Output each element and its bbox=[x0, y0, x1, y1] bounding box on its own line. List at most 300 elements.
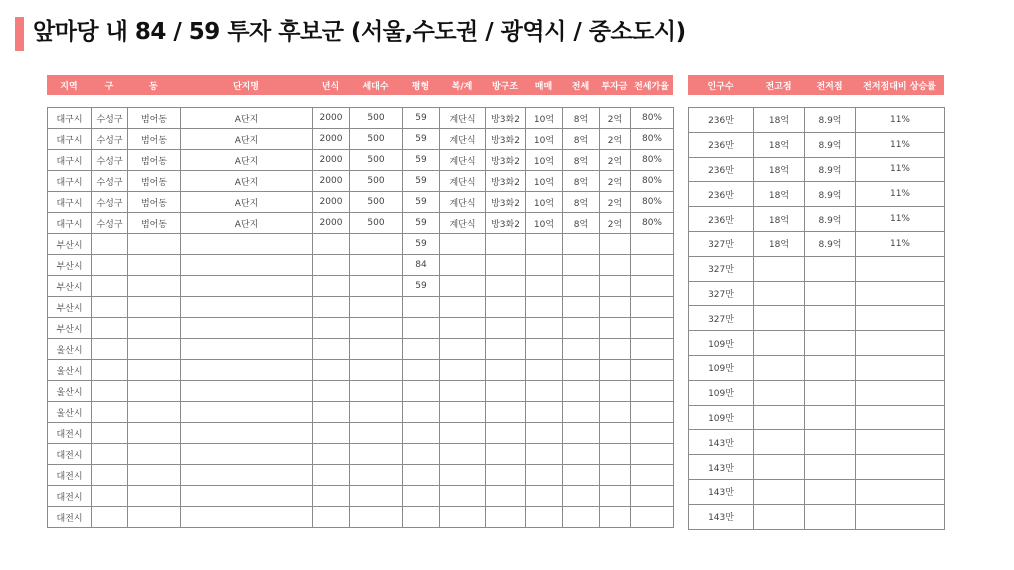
table-cell: 대구시 bbox=[48, 129, 92, 150]
table-cell bbox=[403, 507, 440, 528]
table-cell: 부산시 bbox=[48, 234, 92, 255]
table-cell bbox=[128, 402, 181, 423]
table-cell bbox=[486, 318, 526, 339]
table-row bbox=[48, 255, 674, 276]
table-cell: 2000 bbox=[313, 192, 350, 213]
table-cell: 8억 bbox=[563, 213, 600, 234]
table-cell: 2억 bbox=[600, 171, 631, 192]
table-cell: 236만 bbox=[689, 108, 754, 133]
table-cell: 11% bbox=[856, 207, 945, 232]
table-cell bbox=[440, 465, 486, 486]
table-cell bbox=[805, 331, 856, 356]
table-cell bbox=[754, 405, 805, 430]
table-cell bbox=[128, 297, 181, 318]
table-cell: 2000 bbox=[313, 213, 350, 234]
table-cell: 10억 bbox=[526, 213, 563, 234]
table-row bbox=[48, 381, 674, 402]
table-cell bbox=[92, 465, 128, 486]
table-cell: 500 bbox=[350, 108, 403, 129]
table-cell bbox=[181, 465, 313, 486]
table-cell bbox=[350, 255, 403, 276]
table-cell bbox=[128, 339, 181, 360]
table-cell: 울산시 bbox=[48, 339, 92, 360]
table-cell: 59 bbox=[403, 276, 440, 297]
table-cell bbox=[526, 297, 563, 318]
table-cell: 109만 bbox=[689, 405, 754, 430]
table-cell: 18억 bbox=[754, 182, 805, 207]
table-cell bbox=[92, 444, 128, 465]
table-cell bbox=[350, 486, 403, 507]
table-cell: A단지 bbox=[181, 192, 313, 213]
table-cell: 2억 bbox=[600, 150, 631, 171]
table-cell: 울산시 bbox=[48, 360, 92, 381]
table-row bbox=[48, 402, 674, 423]
table-cell bbox=[600, 381, 631, 402]
table-cell bbox=[631, 234, 674, 255]
table-cell bbox=[128, 360, 181, 381]
table-cell bbox=[526, 318, 563, 339]
table-cell bbox=[856, 256, 945, 281]
table-cell bbox=[486, 339, 526, 360]
column-header: 인구수 bbox=[688, 75, 753, 95]
table-cell bbox=[181, 360, 313, 381]
table-cell: 80% bbox=[631, 150, 674, 171]
table-cell bbox=[563, 360, 600, 381]
table-cell bbox=[92, 297, 128, 318]
table-cell bbox=[92, 360, 128, 381]
table-cell bbox=[805, 405, 856, 430]
table-cell: 2000 bbox=[313, 129, 350, 150]
table-cell: 8억 bbox=[563, 150, 600, 171]
table-cell bbox=[486, 255, 526, 276]
table-cell bbox=[563, 339, 600, 360]
table-cell bbox=[754, 455, 805, 480]
table-cell: 대전시 bbox=[48, 507, 92, 528]
column-header: 투자금 bbox=[599, 75, 630, 95]
table-cell bbox=[486, 507, 526, 528]
table-cell bbox=[856, 306, 945, 331]
table-cell bbox=[526, 444, 563, 465]
table-cell: 대구시 bbox=[48, 213, 92, 234]
table-cell bbox=[563, 444, 600, 465]
table-cell bbox=[600, 318, 631, 339]
table-cell: 대구시 bbox=[48, 108, 92, 129]
table-cell bbox=[631, 339, 674, 360]
table-cell bbox=[350, 444, 403, 465]
table-cell: 수성구 bbox=[92, 108, 128, 129]
table-cell bbox=[631, 465, 674, 486]
table-cell: 109만 bbox=[689, 355, 754, 380]
header-row bbox=[47, 75, 673, 95]
table-cell bbox=[486, 444, 526, 465]
table-cell bbox=[440, 507, 486, 528]
table-cell: 143만 bbox=[689, 430, 754, 455]
table-cell: 8억 bbox=[563, 108, 600, 129]
table-cell bbox=[440, 255, 486, 276]
table-cell bbox=[754, 256, 805, 281]
table-cell bbox=[600, 444, 631, 465]
table-cell: 수성구 bbox=[92, 171, 128, 192]
table-row bbox=[689, 430, 945, 455]
table-cell: 84 bbox=[403, 255, 440, 276]
table-cell bbox=[600, 486, 631, 507]
table-cell bbox=[486, 423, 526, 444]
table-cell: A단지 bbox=[181, 150, 313, 171]
table-cell: 수성구 bbox=[92, 150, 128, 171]
table-cell bbox=[181, 255, 313, 276]
table-cell: 대구시 bbox=[48, 171, 92, 192]
table-cell bbox=[754, 355, 805, 380]
table-cell: 80% bbox=[631, 129, 674, 150]
table-cell bbox=[600, 507, 631, 528]
table-cell: 327만 bbox=[689, 306, 754, 331]
table-cell: 계단식 bbox=[440, 150, 486, 171]
table-cell: 범어동 bbox=[128, 192, 181, 213]
left-table-header bbox=[47, 75, 673, 95]
table-cell bbox=[181, 486, 313, 507]
table-row bbox=[48, 423, 674, 444]
table-cell: A단지 bbox=[181, 108, 313, 129]
table-cell bbox=[563, 402, 600, 423]
table-cell: 18억 bbox=[754, 108, 805, 133]
table-cell: 대전시 bbox=[48, 486, 92, 507]
table-cell bbox=[92, 318, 128, 339]
table-cell: 2000 bbox=[313, 108, 350, 129]
table-cell bbox=[856, 504, 945, 529]
table-cell bbox=[92, 423, 128, 444]
column-header: 전저점 bbox=[804, 75, 855, 95]
table-cell bbox=[440, 444, 486, 465]
table-cell bbox=[526, 339, 563, 360]
table-cell bbox=[403, 402, 440, 423]
table-cell bbox=[440, 360, 486, 381]
table-cell bbox=[403, 318, 440, 339]
table-cell bbox=[128, 444, 181, 465]
table-row bbox=[48, 486, 674, 507]
column-header: 전저점대비 상승률 bbox=[855, 75, 944, 95]
table-cell: 범어동 bbox=[128, 108, 181, 129]
table-cell bbox=[600, 360, 631, 381]
table-cell: 8.9억 bbox=[805, 157, 856, 182]
table-cell bbox=[92, 276, 128, 297]
table-cell: 500 bbox=[350, 192, 403, 213]
table-cell bbox=[600, 423, 631, 444]
table-cell bbox=[486, 234, 526, 255]
table-cell: 방3화2 bbox=[486, 192, 526, 213]
table-cell: 8.9억 bbox=[805, 132, 856, 157]
table-cell bbox=[486, 276, 526, 297]
table-cell: 범어동 bbox=[128, 213, 181, 234]
table-cell bbox=[805, 306, 856, 331]
table-cell bbox=[403, 381, 440, 402]
table-cell bbox=[563, 465, 600, 486]
table-cell bbox=[563, 234, 600, 255]
table-row bbox=[48, 444, 674, 465]
table-cell: 236만 bbox=[689, 132, 754, 157]
table-cell bbox=[181, 297, 313, 318]
table-cell bbox=[350, 423, 403, 444]
table-cell: 계단식 bbox=[440, 129, 486, 150]
table-cell: 2000 bbox=[313, 150, 350, 171]
table-cell: 18억 bbox=[754, 132, 805, 157]
table-cell bbox=[403, 297, 440, 318]
table-cell: 18억 bbox=[754, 207, 805, 232]
table-row bbox=[689, 355, 945, 380]
table-cell bbox=[563, 423, 600, 444]
table-cell: 500 bbox=[350, 129, 403, 150]
table-cell bbox=[754, 504, 805, 529]
table-cell bbox=[563, 276, 600, 297]
table-cell bbox=[440, 297, 486, 318]
table-cell: 부산시 bbox=[48, 255, 92, 276]
table-cell bbox=[600, 402, 631, 423]
table-cell bbox=[631, 423, 674, 444]
table-cell bbox=[856, 455, 945, 480]
table-row bbox=[689, 380, 945, 405]
table-cell: 59 bbox=[403, 192, 440, 213]
table-cell: 59 bbox=[403, 150, 440, 171]
table-cell: 500 bbox=[350, 171, 403, 192]
table-cell bbox=[563, 297, 600, 318]
table-cell bbox=[754, 380, 805, 405]
column-header: 평형 bbox=[402, 75, 439, 95]
table-row bbox=[48, 129, 674, 150]
table-cell: 327만 bbox=[689, 231, 754, 256]
table-cell: 10억 bbox=[526, 129, 563, 150]
table-cell bbox=[856, 331, 945, 356]
table-cell bbox=[526, 276, 563, 297]
table-cell bbox=[600, 276, 631, 297]
column-header: 년식 bbox=[312, 75, 349, 95]
table-cell: 계단식 bbox=[440, 108, 486, 129]
table-cell bbox=[350, 339, 403, 360]
column-header: 전세 bbox=[562, 75, 599, 95]
table-cell bbox=[313, 402, 350, 423]
table-cell: 143만 bbox=[689, 504, 754, 529]
table-cell bbox=[754, 331, 805, 356]
table-cell bbox=[128, 276, 181, 297]
table-cell: 범어동 bbox=[128, 171, 181, 192]
table-cell bbox=[486, 381, 526, 402]
table-cell: 방3화2 bbox=[486, 108, 526, 129]
table-row bbox=[689, 306, 945, 331]
table-cell bbox=[350, 402, 403, 423]
table-cell bbox=[440, 486, 486, 507]
table-cell bbox=[181, 339, 313, 360]
table-row bbox=[48, 465, 674, 486]
table-cell: 2억 bbox=[600, 213, 631, 234]
table-cell: 2억 bbox=[600, 192, 631, 213]
column-header: 세대수 bbox=[349, 75, 402, 95]
table-cell: 80% bbox=[631, 192, 674, 213]
table-row bbox=[689, 281, 945, 306]
table-cell bbox=[92, 402, 128, 423]
table-cell: 143만 bbox=[689, 455, 754, 480]
table-cell bbox=[313, 486, 350, 507]
table-cell bbox=[631, 486, 674, 507]
table-cell bbox=[856, 380, 945, 405]
table-cell: 10억 bbox=[526, 108, 563, 129]
table-cell: 8.9억 bbox=[805, 207, 856, 232]
table-cell bbox=[440, 276, 486, 297]
table-cell bbox=[92, 339, 128, 360]
table-cell bbox=[856, 479, 945, 504]
table-cell bbox=[350, 297, 403, 318]
table-cell bbox=[805, 380, 856, 405]
table-cell: 59 bbox=[403, 213, 440, 234]
table-cell: 수성구 bbox=[92, 192, 128, 213]
table-cell bbox=[526, 234, 563, 255]
table-cell: 8억 bbox=[563, 171, 600, 192]
table-cell: 500 bbox=[350, 213, 403, 234]
table-row bbox=[48, 108, 674, 129]
table-cell: 11% bbox=[856, 157, 945, 182]
table-cell bbox=[805, 504, 856, 529]
table-cell bbox=[856, 281, 945, 306]
column-header: 지역 bbox=[47, 75, 91, 95]
column-header: 매매 bbox=[525, 75, 562, 95]
table-cell bbox=[181, 402, 313, 423]
table-cell: 대전시 bbox=[48, 423, 92, 444]
table-cell bbox=[631, 297, 674, 318]
column-header: 구 bbox=[91, 75, 127, 95]
table-cell bbox=[128, 423, 181, 444]
table-cell: 대전시 bbox=[48, 465, 92, 486]
table-cell bbox=[856, 355, 945, 380]
table-cell bbox=[313, 276, 350, 297]
table-cell: 236만 bbox=[689, 207, 754, 232]
table-cell bbox=[805, 479, 856, 504]
table-cell: 부산시 bbox=[48, 318, 92, 339]
table-cell bbox=[486, 486, 526, 507]
table-cell bbox=[754, 281, 805, 306]
table-cell bbox=[631, 276, 674, 297]
table-cell bbox=[600, 465, 631, 486]
table-cell bbox=[563, 507, 600, 528]
table-row bbox=[689, 504, 945, 529]
table-cell bbox=[440, 339, 486, 360]
table-cell bbox=[563, 318, 600, 339]
title-accent-bar bbox=[15, 17, 24, 51]
table-cell: 수성구 bbox=[92, 129, 128, 150]
table-cell: 11% bbox=[856, 182, 945, 207]
table-cell: 수성구 bbox=[92, 213, 128, 234]
right-data-table bbox=[688, 107, 945, 530]
table-row bbox=[689, 231, 945, 256]
table-row bbox=[689, 405, 945, 430]
table-row bbox=[689, 207, 945, 232]
table-cell: 59 bbox=[403, 129, 440, 150]
table-cell: 327만 bbox=[689, 281, 754, 306]
table-cell bbox=[403, 339, 440, 360]
table-cell: 대전시 bbox=[48, 444, 92, 465]
table-cell bbox=[313, 339, 350, 360]
right-table-header bbox=[688, 75, 944, 95]
table-cell bbox=[92, 381, 128, 402]
table-cell: 방3화2 bbox=[486, 150, 526, 171]
table-cell: 59 bbox=[403, 108, 440, 129]
column-header: 방구조 bbox=[485, 75, 525, 95]
table-cell: 59 bbox=[403, 171, 440, 192]
table-cell bbox=[526, 507, 563, 528]
table-cell: A단지 bbox=[181, 171, 313, 192]
table-cell bbox=[754, 479, 805, 504]
table-cell bbox=[600, 339, 631, 360]
table-cell bbox=[440, 318, 486, 339]
table-cell bbox=[631, 318, 674, 339]
table-cell: 80% bbox=[631, 108, 674, 129]
table-cell bbox=[805, 355, 856, 380]
column-header: 전고점 bbox=[753, 75, 804, 95]
table-cell bbox=[128, 318, 181, 339]
column-header: 전세가율 bbox=[630, 75, 673, 95]
table-cell bbox=[313, 423, 350, 444]
table-cell bbox=[486, 360, 526, 381]
table-cell: 10억 bbox=[526, 192, 563, 213]
table-cell bbox=[631, 507, 674, 528]
table-cell bbox=[403, 465, 440, 486]
table-cell bbox=[805, 455, 856, 480]
table-cell bbox=[313, 444, 350, 465]
table-cell bbox=[403, 360, 440, 381]
table-cell bbox=[181, 507, 313, 528]
table-cell bbox=[313, 255, 350, 276]
table-cell: 부산시 bbox=[48, 297, 92, 318]
table-cell bbox=[181, 444, 313, 465]
column-header: 복/계 bbox=[439, 75, 485, 95]
table-cell bbox=[526, 381, 563, 402]
table-cell: 범어동 bbox=[128, 129, 181, 150]
table-row bbox=[48, 507, 674, 528]
table-cell bbox=[403, 423, 440, 444]
table-cell: 109만 bbox=[689, 331, 754, 356]
table-cell bbox=[128, 465, 181, 486]
table-cell bbox=[350, 465, 403, 486]
table-cell bbox=[440, 402, 486, 423]
table-cell bbox=[313, 465, 350, 486]
table-cell bbox=[181, 234, 313, 255]
table-cell bbox=[128, 507, 181, 528]
table-cell bbox=[805, 281, 856, 306]
table-cell bbox=[350, 381, 403, 402]
table-cell bbox=[350, 276, 403, 297]
table-cell bbox=[856, 430, 945, 455]
table-cell bbox=[128, 381, 181, 402]
table-cell bbox=[563, 381, 600, 402]
table-cell bbox=[563, 486, 600, 507]
table-cell: 109만 bbox=[689, 380, 754, 405]
table-cell: 범어동 bbox=[128, 150, 181, 171]
table-cell: A단지 bbox=[181, 213, 313, 234]
table-row bbox=[48, 150, 674, 171]
table-cell: 18억 bbox=[754, 231, 805, 256]
table-cell bbox=[754, 306, 805, 331]
table-row bbox=[689, 132, 945, 157]
table-cell bbox=[313, 234, 350, 255]
page-title: 앞마당 내 84 / 59 투자 후보군 (서울,수도권 / 광역시 / 중소도시) bbox=[33, 19, 686, 45]
table-cell bbox=[600, 234, 631, 255]
table-cell bbox=[313, 297, 350, 318]
table-row bbox=[689, 157, 945, 182]
table-row bbox=[48, 192, 674, 213]
table-cell bbox=[563, 255, 600, 276]
table-cell: 계단식 bbox=[440, 192, 486, 213]
table-row bbox=[48, 234, 674, 255]
table-cell: 236만 bbox=[689, 157, 754, 182]
table-cell: 500 bbox=[350, 150, 403, 171]
table-cell bbox=[486, 297, 526, 318]
table-cell bbox=[92, 255, 128, 276]
